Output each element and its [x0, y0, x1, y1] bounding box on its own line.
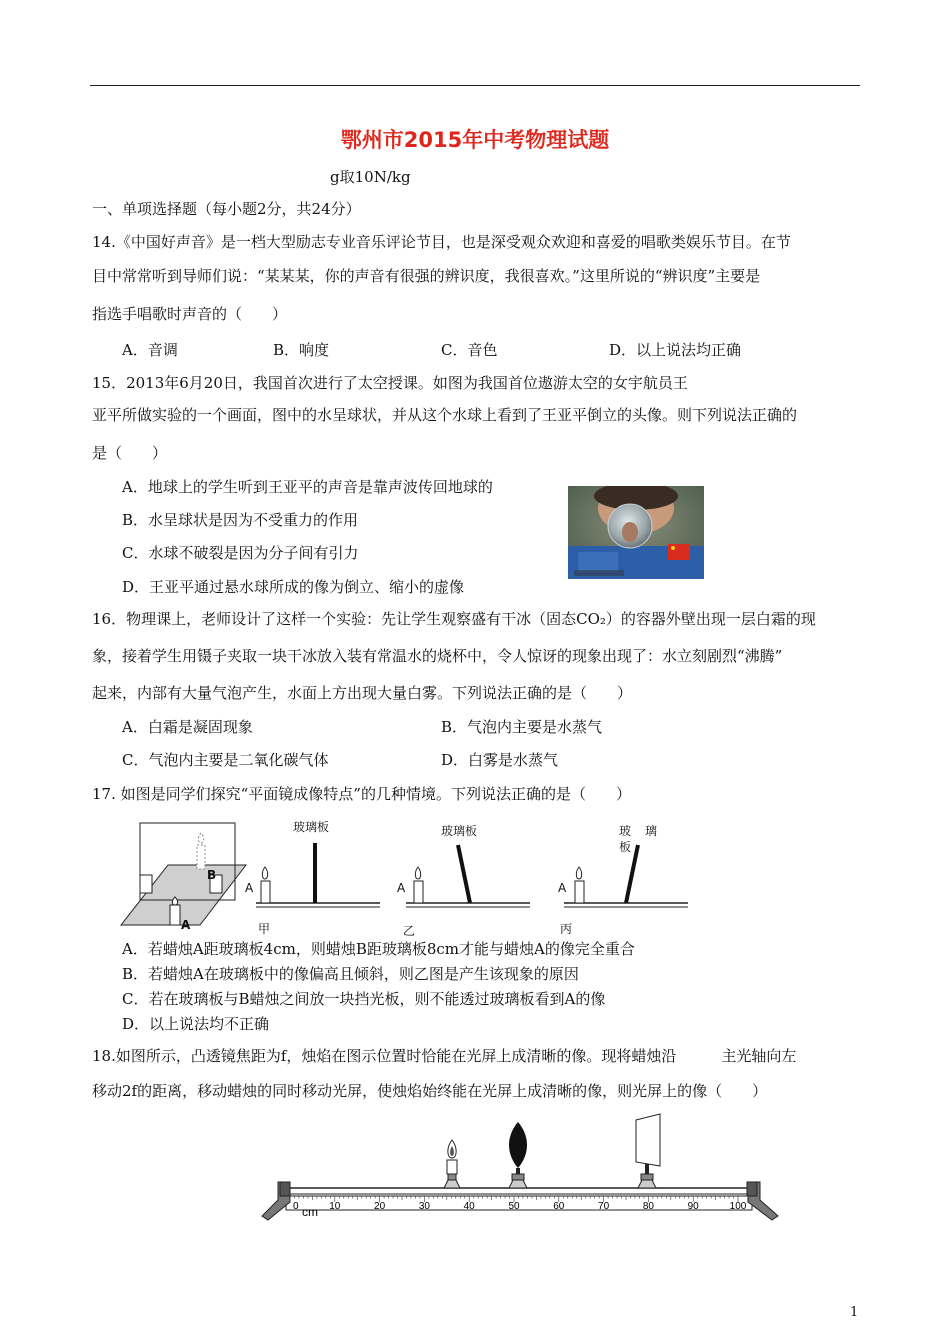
q14-option-a: A．音调	[122, 341, 178, 359]
q15-option-c: C．水球不破裂是因为分子间有引力	[122, 544, 359, 562]
q14-option-c: C．音色	[441, 341, 498, 359]
ruler-unit: cm	[302, 1205, 318, 1219]
q17-option-d: D．以上说法均不正确	[122, 1015, 270, 1033]
glass-label-3c: 板	[619, 840, 632, 854]
label-a: A	[181, 918, 191, 932]
astronaut-water-ball-photo	[568, 486, 704, 579]
q15-line2: 亚平所做实验的一个画面，图中的水呈球状，并从这个水球上看到了王亚平倒立的头像。则下列说法正确的	[92, 406, 798, 424]
q16-option-a: A．白霜是凝固现象	[122, 718, 253, 736]
page-title: 鄂州市2015年中考物理试题	[340, 128, 610, 152]
q15-option-b: B．水呈球状是因为不受重力的作用	[122, 511, 359, 529]
ruler-label: 60	[553, 1201, 565, 1212]
section-heading: 一、单项选择题（每小题2分，共24分）	[92, 200, 361, 218]
convex-lens	[509, 1122, 527, 1188]
ruler-label: 90	[687, 1201, 699, 1212]
optical-bench-figure	[250, 1112, 790, 1227]
q16-option-b: B．气泡内主要是水蒸气	[441, 718, 603, 736]
ruler-label: 20	[374, 1201, 386, 1212]
label-yi: 乙	[403, 924, 416, 938]
ruler-label: 80	[642, 1201, 654, 1212]
page-number: 1	[850, 1305, 859, 1320]
glass-label-3a: 玻	[619, 824, 632, 838]
q14-line2: 目中常常听到导师们说：“某某某，你的声音有很强的辨识度，我很喜欢。”这里所说的“辨识度”主要是	[92, 267, 761, 285]
perspective-setup	[121, 823, 246, 925]
q16-line1: 16．物理课上，老师设计了这样一个实验：先让学生观察盛有干冰（固态CO₂）的容器外壁出现一层白霜的现	[92, 610, 816, 628]
q16-line2: 象，接着学生用镊子夹取一块干冰放入装有常温水的烧杯中，令人惊讶的现象出现了：水立刻剧烈“沸腾”	[92, 647, 783, 665]
ruler-label: 30	[418, 1201, 430, 1212]
q17-option-a: A．若蜡烛A距玻璃板4cm，则蜡烛B距玻璃板8cm才能与蜡烛A的像完全重合	[122, 940, 635, 958]
q14-line3: 指选手唱歌时声音的（ ）	[92, 305, 288, 323]
q16-option-c: C．气泡内主要是二氧化碳气体	[122, 751, 329, 769]
q17-option-b: B．若蜡烛A在玻璃板中的像偏高且倾斜，则乙图是产生该现象的原因	[122, 965, 579, 983]
header-rule	[90, 85, 860, 86]
q14-line1: 14.《中国好声音》是一档大型励志专业音乐评论节目，也是深受观众欢迎和喜爱的唱歌类娱乐节目。在节	[92, 233, 791, 251]
glass-label-1: 玻璃板	[293, 820, 330, 834]
ruler-label: 100	[729, 1201, 747, 1212]
q14-option-d: D．以上说法均正确	[609, 341, 742, 359]
q17-line1: 17. 如图是同学们探究“平面镜成像特点”的几种情境。下列说法正确的是（ ）	[92, 785, 631, 803]
q14-option-b: B．响度	[273, 341, 330, 359]
label-a-yi: A	[397, 881, 406, 895]
light-screen	[636, 1114, 660, 1188]
label-bing: 丙	[560, 922, 573, 936]
ruler-label: 0	[293, 1201, 299, 1212]
ruler-label: 10	[329, 1201, 341, 1212]
setup-yi	[406, 845, 530, 907]
ruler-label: 40	[463, 1201, 475, 1212]
glass-label-2: 玻璃板	[441, 824, 478, 838]
q15-option-d: D．王亚平通过悬水球所成的像为倒立、缩小的虚像	[122, 578, 465, 596]
ruler-label: 70	[598, 1201, 610, 1212]
q17-option-c: C．若在玻璃板与B蜡烛之间放一块挡光板，则不能透过玻璃板看到A的像	[122, 990, 606, 1008]
g-note: g取10N/kg	[330, 168, 411, 186]
q15-line3: 是（ ）	[92, 444, 168, 462]
q15-line1: 15．2013年6月20日，我国首次进行了太空授课。如图为我国首位遨游太空的女宇航员王	[92, 374, 688, 392]
q16-line3: 起来，内部有大量气泡产生，水面上方出现大量白雾。下列说法正确的是（ ）	[92, 684, 633, 702]
label-a-jia: A	[245, 881, 254, 895]
label-jia: 甲	[258, 922, 271, 936]
q15-option-a: A．地球上的学生听到王亚平的声音是靠声波传回地球的	[122, 478, 493, 496]
candle	[444, 1140, 460, 1188]
setup-jia	[256, 843, 380, 907]
q18-line1: 18.如图所示，凸透镜焦距为f，烛焰在图示位置时恰能在光屏上成清晰的像。现将蜡烛沿 主光轴向左	[92, 1047, 797, 1065]
label-a-bing: A	[558, 881, 567, 895]
ruler-label: 50	[508, 1201, 520, 1212]
label-b: B	[207, 868, 217, 882]
q18-line2: 移动2f的距离，移动蜡烛的同时移动光屏，使烛焰始终能在光屏上成清晰的像，则光屏上的像（ ）	[92, 1082, 768, 1100]
glass-label-3b: 璃	[645, 824, 658, 838]
q16-option-d: D．白雾是水蒸气	[441, 751, 559, 769]
